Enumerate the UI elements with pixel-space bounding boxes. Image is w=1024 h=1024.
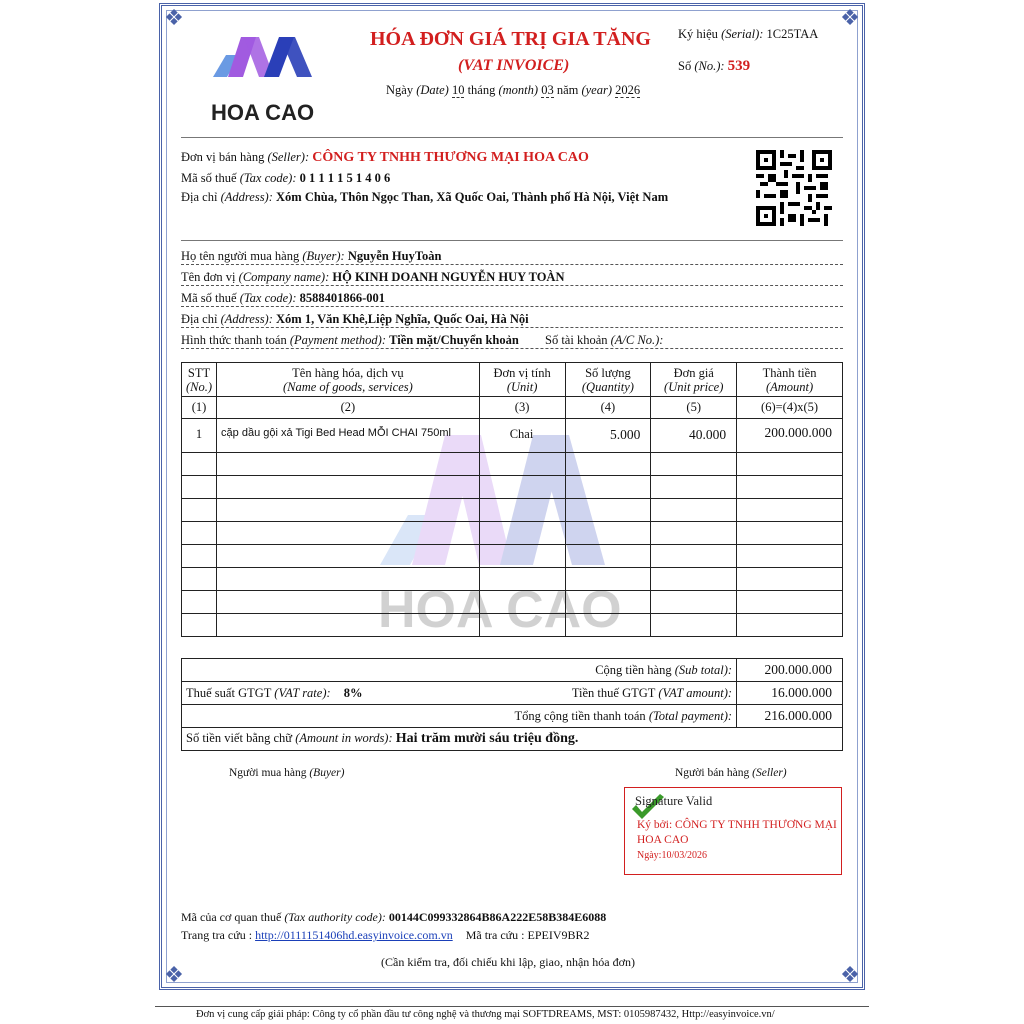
serial-label: Ký hiệu bbox=[678, 27, 718, 41]
seller-signature-label: Người bán hàng (Seller) bbox=[675, 767, 787, 779]
table-row-empty bbox=[182, 545, 843, 568]
invoice-date bbox=[386, 83, 640, 98]
total-label-cell: Tổng cộng tiền thanh toán (Total payment): bbox=[182, 705, 737, 728]
lookup-link[interactable]: http://0111151406hd.easyinvoice.com.vn bbox=[255, 928, 453, 942]
row-quantity: 5.000 bbox=[565, 419, 651, 453]
date-label: Ngày bbox=[386, 83, 414, 97]
digital-signature-box bbox=[624, 787, 842, 875]
no-label: Số bbox=[678, 59, 692, 73]
subtotal-value: 200.000.000 bbox=[737, 659, 843, 682]
vat-rate: 8% bbox=[343, 685, 363, 700]
buyer-tax-label: Mã số thuế bbox=[181, 291, 237, 305]
table-row-empty bbox=[182, 453, 843, 476]
invoice-number: 539 bbox=[727, 58, 751, 74]
table-row-empty bbox=[182, 499, 843, 522]
lookup-code: EPEIV9BR2 bbox=[527, 928, 590, 942]
provider-text: Đơn vị cung cấp giải pháp: Công ty cổ phần đầu tư công nghệ và thương mại SOFTDREAMS, MST: 0105987432, Http://easyinvoice.vn/ bbox=[196, 1009, 775, 1020]
dotted-underline bbox=[181, 306, 843, 307]
account-label-en: (A/C No.): bbox=[610, 333, 664, 347]
year-label: năm bbox=[556, 83, 579, 97]
divider bbox=[181, 240, 843, 241]
buyer-company-line bbox=[181, 270, 564, 285]
seller-label: Đơn vị bán hàng bbox=[181, 150, 265, 164]
table-row-empty bbox=[182, 476, 843, 499]
table-row bbox=[182, 419, 843, 453]
buyer-name-label-en: (Buyer): bbox=[302, 249, 345, 263]
signed-date: Ngày:10/03/2026 bbox=[637, 850, 708, 861]
seller-address-label-en: (Address): bbox=[220, 190, 273, 204]
serial-label-en: (Serial): bbox=[721, 27, 764, 41]
payment-line bbox=[181, 333, 519, 348]
row-unit-price: 40.000 bbox=[651, 419, 737, 453]
signed-by: Ký bởi: CÔNG TY TNHH THƯƠNG MẠI HOA CAO bbox=[637, 819, 837, 846]
buyer-address-label-en: (Address): bbox=[220, 312, 273, 326]
subtotal-label-cell: Cộng tiền hàng (Sub total): bbox=[182, 659, 737, 682]
date-year: 2026 bbox=[615, 83, 641, 97]
buyer-name: Nguyễn HuyToàn bbox=[347, 249, 442, 263]
payment-method: Tiền mặt/Chuyển khoản bbox=[389, 333, 519, 347]
seller-tax-code: 0 1 1 1 1 5 1 4 0 6 bbox=[299, 171, 391, 185]
dotted-underline bbox=[181, 285, 843, 286]
account-line bbox=[545, 333, 663, 348]
dotted-underline bbox=[181, 264, 843, 265]
amount-in-words: Hai trăm mười sáu triệu đồng. bbox=[395, 731, 579, 746]
total-row bbox=[182, 705, 843, 728]
corner-ornament-icon: ❖ bbox=[164, 5, 184, 30]
vat-amount-value: 16.000.000 bbox=[737, 682, 843, 705]
column-header: Tên hàng hóa, dịch vụ (Name of goods, services) bbox=[217, 363, 480, 397]
payment-label-en: (Payment method): bbox=[289, 333, 386, 347]
logo-mark-icon bbox=[208, 32, 318, 97]
column-header: STT (No.) bbox=[182, 363, 217, 397]
buyer-company-label-en: (Company name): bbox=[238, 270, 330, 284]
watermark-text: HOA CAO bbox=[378, 581, 622, 639]
amount-in-words-cell: Số tiền viết bằng chữ (Amount in words): Hai trăm mười sáu triệu đồng. bbox=[182, 728, 843, 751]
seller-tax-label-en: (Tax code): bbox=[239, 171, 297, 185]
column-number: (3) bbox=[479, 397, 565, 419]
invoice-number-line bbox=[678, 58, 750, 75]
corner-ornament-icon: ❖ bbox=[164, 962, 184, 987]
buyer-name-line bbox=[181, 249, 442, 264]
seller-label-en: (Seller): bbox=[267, 150, 310, 164]
column-number: (5) bbox=[651, 397, 737, 419]
totals-table bbox=[181, 658, 843, 751]
row-amount: 200.000.000 bbox=[737, 419, 843, 453]
buyer-tax-line bbox=[181, 291, 385, 306]
table-row-empty bbox=[182, 522, 843, 545]
buyer-company: HỘ KINH DOANH NGUYỄN HUY TOÀN bbox=[332, 270, 565, 284]
buyer-tax-label-en: (Tax code): bbox=[239, 291, 297, 305]
payment-label: Hình thức thanh toán bbox=[181, 333, 287, 347]
row-item-name: cặp dầu gội xả Tigi Bed Head MỖI CHAI 750ml bbox=[217, 419, 480, 453]
signature-valid-text: Signature Valid bbox=[635, 794, 713, 808]
logo-text: HOA CAO bbox=[211, 100, 315, 125]
column-number: (6)=(4)x(5) bbox=[737, 397, 843, 419]
total-value: 216.000.000 bbox=[737, 705, 843, 728]
qr-code-icon bbox=[756, 150, 832, 231]
row-unit: Chai bbox=[479, 419, 565, 453]
column-number: (2) bbox=[217, 397, 480, 419]
invoice-title: HÓA ĐƠN GIÁ TRỊ GIA TĂNG bbox=[370, 28, 651, 50]
buyer-signature-label: Người mua hàng (Buyer) bbox=[229, 767, 345, 779]
date-month: 03 bbox=[541, 83, 554, 97]
no-label-en: (No.): bbox=[694, 59, 725, 73]
date-day: 10 bbox=[451, 83, 465, 97]
subtotal-row bbox=[182, 659, 843, 682]
month-label: tháng bbox=[467, 83, 496, 97]
seller-line bbox=[181, 150, 589, 166]
authority-code-line: Mã của cơ quan thuế (Tax authority code): 00144C099332864B86A222E58B384E6088 bbox=[181, 910, 607, 924]
seller-name: CÔNG TY TNHH THƯƠNG MẠI HOA CAO bbox=[312, 150, 589, 165]
seller-address-label: Địa chỉ bbox=[181, 190, 218, 204]
column-number-row bbox=[182, 397, 843, 419]
corner-ornament-icon: ❖ bbox=[840, 962, 860, 987]
table-row-empty bbox=[182, 614, 843, 637]
buyer-address-label: Địa chỉ bbox=[181, 312, 218, 326]
vat-row bbox=[182, 682, 843, 705]
corner-ornament-icon: ❖ bbox=[840, 5, 860, 30]
lookup-line: Trang tra cứu : http://0111151406hd.easyinvoice.com.vn Mã tra cứu : EPEIV9BR2 bbox=[181, 928, 590, 942]
column-header: Đơn vị tính (Unit) bbox=[479, 363, 565, 397]
column-header: Đơn giá (Unit price) bbox=[651, 363, 737, 397]
table-row-empty bbox=[182, 591, 843, 614]
dotted-underline bbox=[181, 327, 843, 328]
table-header-row bbox=[182, 363, 843, 397]
serial-value: 1C25TAA bbox=[766, 27, 819, 41]
footer-divider bbox=[155, 1006, 869, 1007]
buyer-name-label: Họ tên người mua hàng bbox=[181, 249, 300, 263]
column-header: Số lượng (Quantity) bbox=[565, 363, 651, 397]
month-label-en: (month) bbox=[498, 83, 539, 97]
column-number: (1) bbox=[182, 397, 217, 419]
dotted-underline bbox=[181, 348, 843, 349]
seller-address: Xóm Chùa, Thôn Ngọc Than, Xã Quốc Oai, Thành phố Hà Nội, Việt Nam bbox=[276, 190, 669, 204]
authority-code: 00144C099332864B86A222E58B384E6088 bbox=[388, 910, 607, 924]
buyer-address: Xóm 1, Văn Khê,Liệp Nghĩa, Quốc Oai, Hà Nội bbox=[276, 312, 529, 326]
divider bbox=[181, 137, 843, 138]
year-label-en: (year) bbox=[581, 83, 613, 97]
buyer-tax-code: 8588401866-001 bbox=[299, 291, 386, 305]
words-row bbox=[182, 728, 843, 751]
row-stt: 1 bbox=[182, 419, 217, 453]
serial-line bbox=[678, 27, 818, 42]
seller-tax-line bbox=[181, 171, 390, 186]
vat-cell: Thuế suất GTGT (VAT rate): 8% Tiền thuế GTGT (VAT amount): bbox=[182, 682, 737, 705]
buyer-address-line bbox=[181, 312, 529, 327]
account-label: Số tài khoản bbox=[545, 333, 608, 347]
seller-address-line bbox=[181, 190, 668, 205]
date-label-en: (Date) bbox=[416, 83, 449, 97]
seller-tax-label: Mã số thuế bbox=[181, 171, 237, 185]
column-header: Thành tiền (Amount) bbox=[737, 363, 843, 397]
column-number: (4) bbox=[565, 397, 651, 419]
table-row-empty bbox=[182, 568, 843, 591]
footer-note: (Cần kiểm tra, đối chiếu khi lập, giao, nhận hóa đơn) bbox=[381, 955, 635, 969]
invoice-subtitle: (VAT INVOICE) bbox=[458, 57, 570, 74]
company-logo bbox=[208, 32, 318, 102]
items-table bbox=[181, 362, 843, 637]
buyer-company-label: Tên đơn vị bbox=[181, 270, 236, 284]
